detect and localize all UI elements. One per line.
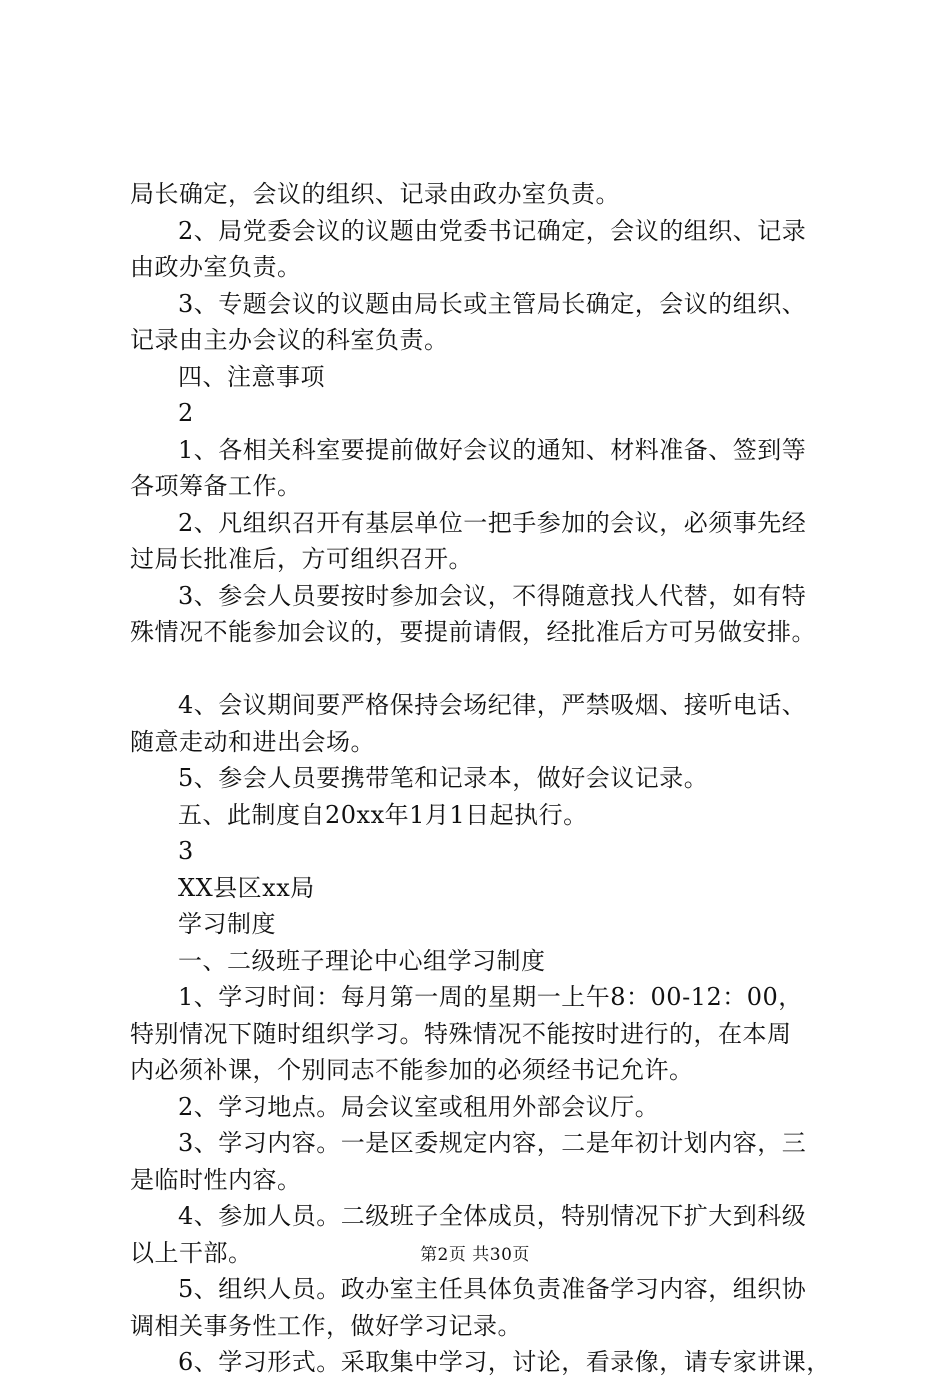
text-line: 以上干部。 — [130, 1238, 253, 1267]
text-line: 4、会议期间要严格保持会场纪律，严禁吸烟、接听电话、 — [178, 691, 807, 719]
text-line: 过局长批准后，方可组织召开。 — [130, 545, 473, 573]
text-line: 1、各相关科室要提前做好会议的通知、材料准备、签到等 — [178, 435, 807, 464]
text-line: 调相关事务性工作，做好学习记录。 — [130, 1311, 522, 1340]
text-line: 五、此制度自20xx年1月1日起执行。 — [178, 800, 588, 829]
text-line: 由政办室负责。 — [130, 253, 302, 281]
blank-line — [130, 651, 850, 688]
page-footer: 第2页 共30页 — [420, 1245, 530, 1265]
text-line: 3、专题会议的议题由局长或主管局长确定，会议的组织、 — [178, 289, 807, 318]
text-line: 记录由主办会议的科室负责。 — [130, 326, 449, 354]
text-line: 2、局党委会议的议题由党委书记确定，会议的组织、记录 — [178, 216, 807, 245]
text-line: 特别情况下随时组织学习。特殊情况不能按时进行的，在本周 — [130, 1019, 792, 1048]
text-line: 一、二级班子理论中心组学习制度 — [178, 946, 546, 975]
text-line: 5、组织人员。政办室主任具体负责准备学习内容，组织协 — [178, 1275, 807, 1303]
text-line: 2、凡组织召开有基层单位一把手参加的会议，必须事先经 — [178, 508, 807, 537]
text-line: 6、学习形式。采取集中学习，讨论，看录像，请专家讲课， — [178, 1348, 831, 1376]
text-line: 1、学习时间：每月第一周的星期一上午8：00-12：00， — [178, 983, 803, 1011]
text-line: 5、参会人员要携带笔和记录本，做好会议记录。 — [178, 764, 709, 792]
text-line: 四、注意事项 — [178, 362, 325, 391]
text-line: 4、参加人员。二级班子全体成员，特别情况下扩大到科级 — [178, 1202, 807, 1230]
text-line: 局长确定，会议的组织、记录由政办室负责。 — [130, 180, 620, 208]
text-line: 2、学习地点。局会议室或租用外部会议厅。 — [178, 1092, 660, 1121]
text-line: 3、参会人员要按时参加会议，不得随意找人代替，如有特 — [178, 581, 807, 610]
text-line: 3 — [178, 837, 194, 865]
text-line: 2 — [178, 399, 194, 427]
text-line: 是临时性内容。 — [130, 1165, 302, 1194]
text-line: 学习制度 — [178, 910, 276, 938]
text-line: 随意走动和进出会场。 — [130, 727, 375, 756]
document-body — [130, 176, 850, 1381]
text-line: 殊情况不能参加会议的，要提前请假，经批准后方可另做安排。 — [130, 618, 816, 646]
text-line: 内必须补课，个别同志不能参加的必须经书记允许。 — [130, 1056, 694, 1084]
text-line: XX县区xx局 — [178, 873, 315, 902]
text-line: 3、学习内容。一是区委规定内容，二是年初计划内容，三 — [178, 1129, 807, 1157]
text-line: 各项筹备工作。 — [130, 472, 302, 500]
